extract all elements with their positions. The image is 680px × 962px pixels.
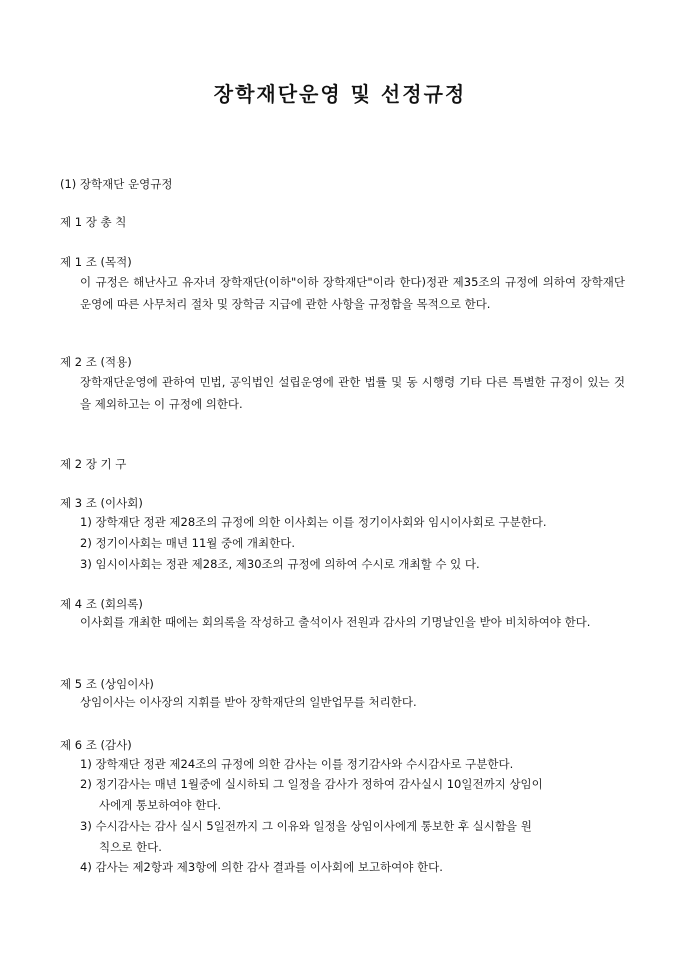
article-text: 이 규정은 해난사고 유자녀 장학재단(이하"이하 장학재단"이라 한다)정관 제35조의 규정에 의하여 장학재단운영에 따른 사무처리 절차 및 장학금 지급에 관한 사항을 규정함을 목적으로 한다. [80,275,625,311]
article-heading: 제 1 조 (목적) [60,255,132,269]
article-heading: 제 4 조 (회의록) [60,597,143,611]
article-text: 이사회를 개최한 때에는 회의록을 작성하고 출석이사 전원과 감사의 기명날인을 받아 비치하여야 한다. [80,615,591,629]
list-item-continuation: 칙으로 한다. [99,840,162,854]
article-heading: 제 2 조 (적용) [60,355,132,369]
list-item: 4) 감사는 제2항과 제3항에 의한 감사 결과를 이사회에 보고하여야 한다. [80,860,443,874]
article-heading: 제 3 조 (이사회) [60,496,143,510]
chapter-heading: 제 1 장 총 칙 [60,215,127,229]
list-item: 3) 임시이사회는 정관 제28조, 제30조의 규정에 의하여 수시로 개최할 수 있 다. [80,557,480,571]
chapter-heading: 제 2 장 기 구 [60,457,127,471]
list-item: 1) 장학재단 정관 제28조의 규정에 의한 이사회는 이를 정기이사회와 임시이사회로 구분한다. [80,515,547,529]
article-text: 장학재단운영에 관하여 민법, 공익법인 설립운영에 관한 법률 및 동 시행령 기타 다른 특별한 규정이 있는 것을 제외하고는 이 규정에 의한다. [80,375,625,411]
list-item: 1) 장학재단 정관 제24조의 규정에 의한 감사는 이를 정기감사와 수시감사로 구분한다. [80,757,514,771]
list-item: 2) 정기감사는 매년 1월중에 실시하되 그 일정을 감사가 정하여 감사실시 10일전까지 상임이 [80,777,543,791]
list-item: 3) 수시감사는 감사 실시 5일전까지 그 이유와 일정을 상임이사에게 통보한 후 실시함을 원 [80,819,532,833]
article-heading: 제 6 조 (감사) [60,738,132,752]
article-heading: 제 5 조 (상임이사) [60,677,154,691]
article-text: 상임이사는 이사장의 지휘를 받아 장학재단의 일반업무를 처리한다. [80,695,417,709]
document-title: 장학재단운영 및 선정규정 [213,82,467,106]
list-item-continuation: 사에게 통보하여야 한다. [99,798,222,812]
section-heading: (1) 장학재단 운영규정 [60,177,173,191]
list-item: 2) 정기이사회는 매년 11월 중에 개최한다. [80,536,296,550]
